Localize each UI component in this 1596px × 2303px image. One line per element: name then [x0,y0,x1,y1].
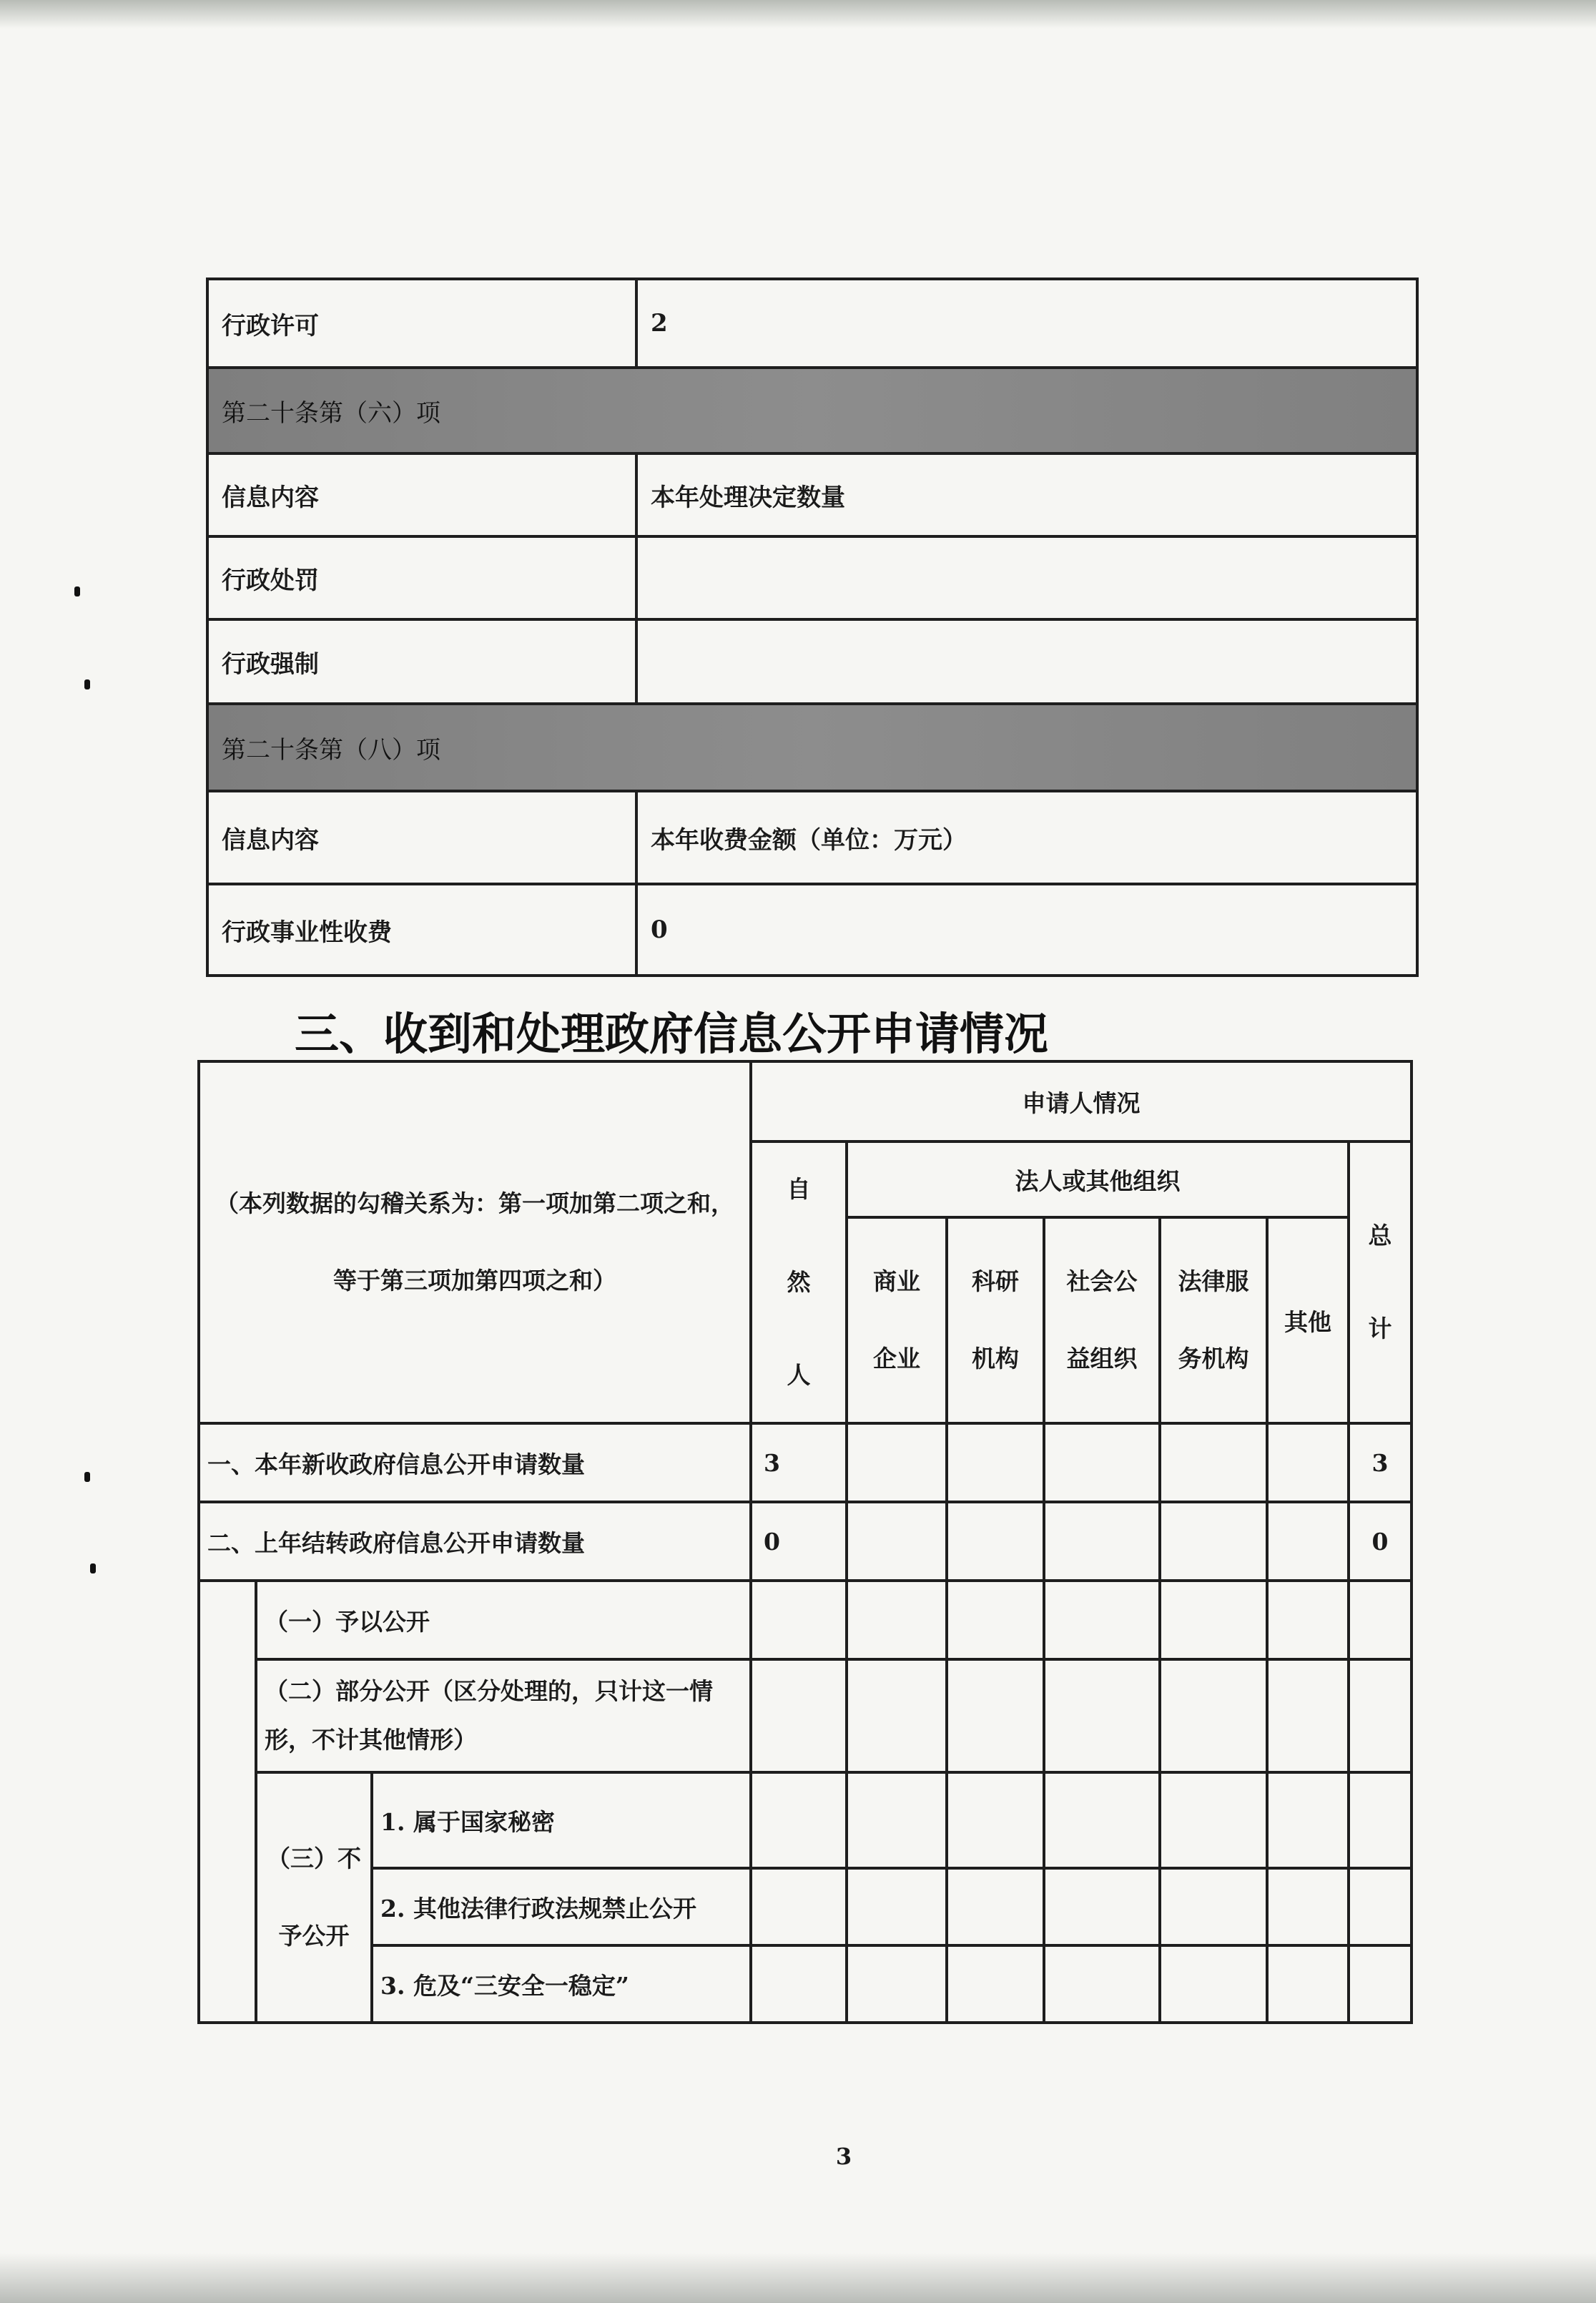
empty-cell [1160,1659,1267,1772]
empty-cell [847,1659,947,1772]
table-row [207,279,1417,368]
row-label: 二、上年结转政府信息公开申请数量 [199,1502,751,1581]
empty-cell [1160,1502,1267,1581]
header-line: 益组织 [1066,1345,1138,1373]
empty-cell [751,1868,847,1945]
group-indent-cell [199,1581,256,2023]
header-char: 然 [787,1268,811,1296]
label-line: 形，不计其他情形） [265,1726,477,1754]
natural-person-value: 3 [751,1423,847,1502]
empty-cell [1044,1945,1160,2023]
empty-cell [1267,1423,1349,1502]
scan-speck [84,679,90,689]
row-label: 行政处罚 [207,536,636,619]
empty-cell [947,1868,1044,1945]
section-header: 第二十条第（六）项 [207,368,1417,453]
empty-cell [1160,1772,1267,1868]
header-line: 社会公 [1066,1267,1138,1295]
row-label: 2. 其他法律行政法规禁止公开 [372,1868,751,1945]
empty-cell [1044,1423,1160,1502]
table-row [199,1868,1412,1945]
row-label: 一、本年新收政府信息公开申请数量 [199,1423,751,1502]
empty-cell [1349,1945,1412,2023]
row-value: 2 [636,279,1417,368]
applicant-header: 申请人情况 [751,1061,1412,1141]
header-line: 企业 [873,1345,920,1373]
row-value [636,619,1417,704]
note-line-2: 等于第三项加第四项之和） [333,1267,616,1295]
row-value [636,536,1417,619]
empty-cell [1349,1868,1412,1945]
disclosure-table-top [206,278,1419,977]
header-char: 自 [787,1175,811,1203]
empty-cell [947,1659,1044,1772]
empty-cell [1267,1772,1349,1868]
empty-cell [947,1581,1044,1659]
row-value: 本年收费金额（单位：万元） [636,791,1417,884]
empty-cell [1349,1659,1412,1772]
header-line: 科研 [972,1267,1019,1295]
empty-cell [1160,1945,1267,2023]
application-stats-table [197,1060,1413,2024]
scan-speck [74,586,80,596]
table-section-header [207,368,1417,453]
row-label [256,1659,751,1772]
table-section-header [207,704,1417,791]
table-row [199,1423,1412,1502]
empty-cell [1044,1772,1160,1868]
org-type-legal-service [1160,1217,1267,1423]
empty-cell [847,1868,947,1945]
org-type-commercial [847,1217,947,1423]
table-row [199,1659,1412,1772]
table-row [199,1502,1412,1581]
natural-person-value: 0 [751,1502,847,1581]
reconciliation-note [199,1061,751,1423]
empty-cell [847,1502,947,1581]
empty-cell [847,1772,947,1868]
header-line: 法律服 [1178,1267,1249,1295]
header-line: 商业 [873,1267,920,1295]
legal-person-header: 法人或其他组织 [847,1141,1349,1217]
note-line-1: （本列数据的勾稽关系为：第一项加第二项之和， [215,1189,734,1217]
scan-edge-bottom [0,2253,1596,2303]
row-label: 信息内容 [207,791,636,884]
table-row [207,884,1417,976]
row-label: （一）予以公开 [256,1581,751,1659]
empty-cell [1349,1772,1412,1868]
table-row [207,453,1417,536]
header-row [199,1061,1412,1141]
empty-cell [1044,1581,1160,1659]
empty-cell [1044,1868,1160,1945]
empty-cell [947,1945,1044,2023]
empty-cell [1044,1502,1160,1581]
empty-cell [1267,1868,1349,1945]
row-value: 本年处理决定数量 [636,453,1417,536]
empty-cell [1160,1423,1267,1502]
empty-cell [947,1772,1044,1868]
empty-cell [751,1659,847,1772]
empty-cell [847,1423,947,1502]
header-char: 人 [787,1361,811,1389]
total-value: 3 [1349,1423,1412,1502]
page-number: 3 [835,2143,852,2170]
header-line: 机构 [972,1345,1019,1373]
header-char: 总 [1368,1222,1392,1249]
empty-cell [1349,1581,1412,1659]
label-line: （三）不 [267,1845,361,1872]
org-type-nonprofit [1044,1217,1160,1423]
total-value: 0 [1349,1502,1412,1581]
row-label: 3. 危及“三安全一稳定” [372,1945,751,2023]
empty-cell [947,1502,1044,1581]
total-header [1349,1141,1412,1423]
table-row [207,791,1417,884]
row-label: 信息内容 [207,453,636,536]
empty-cell [1044,1659,1160,1772]
not-disclosed-label [256,1772,372,2023]
scan-speck [90,1563,96,1573]
empty-cell [751,1945,847,2023]
empty-cell [847,1581,947,1659]
label-line: （二）部分公开（区分处理的，只计这一情 [265,1677,713,1705]
row-label: 行政许可 [207,279,636,368]
natural-person-header [751,1141,847,1423]
header-line: 务机构 [1178,1345,1249,1373]
scan-edge-top [0,0,1596,29]
org-type-research [947,1217,1044,1423]
empty-cell [751,1772,847,1868]
empty-cell [1160,1581,1267,1659]
row-label: 1. 属于国家秘密 [372,1772,751,1868]
section-title: 三、收到和处理政府信息公开申请情况 [295,1008,1049,1060]
empty-cell [1267,1581,1349,1659]
table-row [207,619,1417,704]
label-line: 予公开 [278,1922,350,1950]
empty-cell [1160,1868,1267,1945]
empty-cell [847,1945,947,2023]
empty-cell [751,1581,847,1659]
table-row [199,1945,1412,2023]
row-label: 行政强制 [207,619,636,704]
empty-cell [1267,1659,1349,1772]
header-char: 计 [1368,1315,1392,1342]
row-value: 0 [636,884,1417,976]
table-row [199,1772,1412,1868]
table-row [199,1581,1412,1659]
section-header: 第二十条第（八）项 [207,704,1417,791]
org-type-other: 其他 [1267,1217,1349,1423]
scan-speck [84,1472,90,1482]
empty-cell [1267,1945,1349,2023]
empty-cell [1267,1502,1349,1581]
row-label: 行政事业性收费 [207,884,636,976]
empty-cell [947,1423,1044,1502]
table-row [207,536,1417,619]
